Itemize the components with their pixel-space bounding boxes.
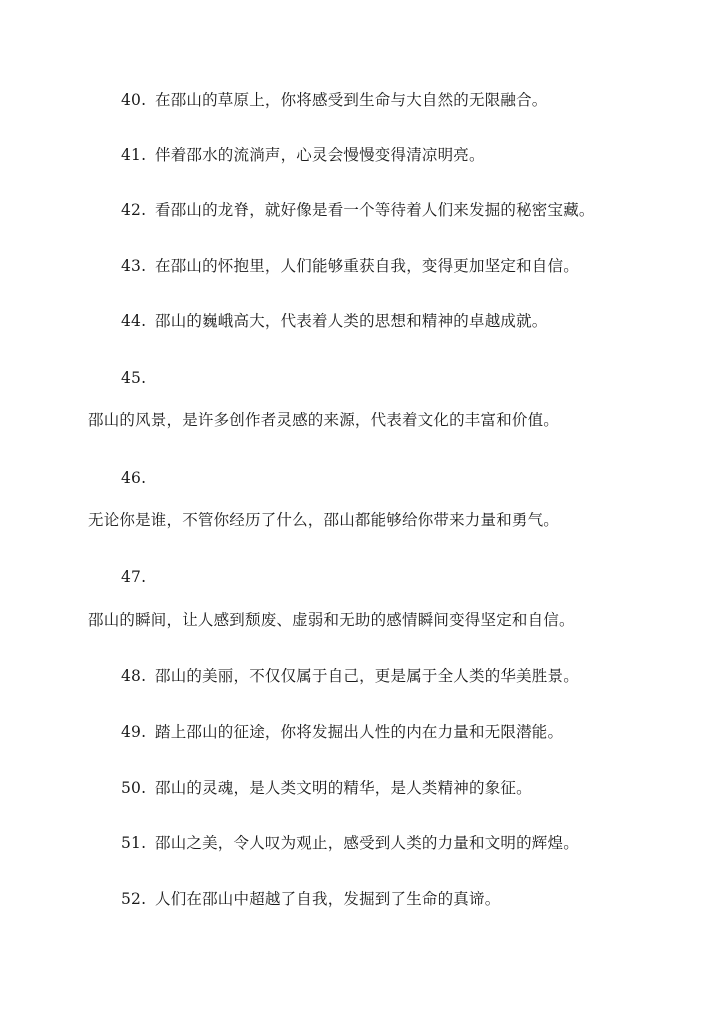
item-text: 邵山的风景，是许多创作者灵感的来源，代表着文化的丰富和价值。 [88, 411, 560, 429]
item-text: 邵山的美丽，不仅仅属于自己，更是属于全人类的华美胜景。 [155, 667, 579, 685]
item-number: 44. [121, 312, 147, 330]
list-item [121, 722, 563, 742]
item-number: 41. [121, 146, 147, 164]
item-number: 40. [121, 91, 147, 109]
list-item [121, 889, 500, 909]
item-text: 伴着邵水的流淌声，心灵会慢慢变得清凉明亮。 [155, 146, 485, 164]
item-text: 看邵山的龙脊，就好像是看一个等待着人们来发掘的秘密宝藏。 [155, 201, 595, 219]
item-number: 51. [121, 834, 147, 852]
item-text: 在邵山的怀抱里，人们能够重获自我，变得更加坚定和自信。 [155, 257, 579, 275]
list-item [121, 833, 579, 853]
list-item [121, 256, 579, 276]
item-text: 在邵山的草原上，你将感受到生命与大自然的无限融合。 [155, 91, 548, 109]
item-number: 48. [121, 667, 147, 685]
item-number: 46. [121, 469, 147, 487]
list-item [121, 311, 548, 331]
item-text: 踏上邵山的征途，你将发掘出人性的内在力量和无限潜能。 [155, 723, 564, 741]
item-text: 邵山之美，令人叹为观止，感受到人类的力量和文明的辉煌。 [155, 834, 579, 852]
list-item [121, 666, 579, 686]
item-text: 无论你是谁，不管你经历了什么，邵山都能够给你带来力量和勇气。 [88, 511, 560, 529]
item-number: 47. [121, 568, 147, 586]
item-text: 人们在邵山中超越了自我，发掘到了生命的真谛。 [155, 890, 501, 908]
list-item [121, 145, 485, 165]
item-number: 43. [121, 257, 147, 275]
item-text: 邵山的巍峨高大，代表着人类的思想和精神的卓越成就。 [155, 312, 548, 330]
item-text: 邵山的瞬间，让人感到颓废、虚弱和无助的感情瞬间变得坚定和自信。 [88, 611, 575, 629]
list-item [121, 778, 532, 798]
item-text: 邵山的灵魂，是人类文明的精华，是人类精神的象征。 [155, 779, 532, 797]
list-item [121, 200, 595, 220]
list-item [121, 90, 548, 110]
item-number: 45. [121, 369, 147, 387]
item-number: 52. [121, 890, 147, 908]
item-number: 50. [121, 779, 147, 797]
item-number: 49. [121, 723, 147, 741]
item-number: 42. [121, 201, 147, 219]
